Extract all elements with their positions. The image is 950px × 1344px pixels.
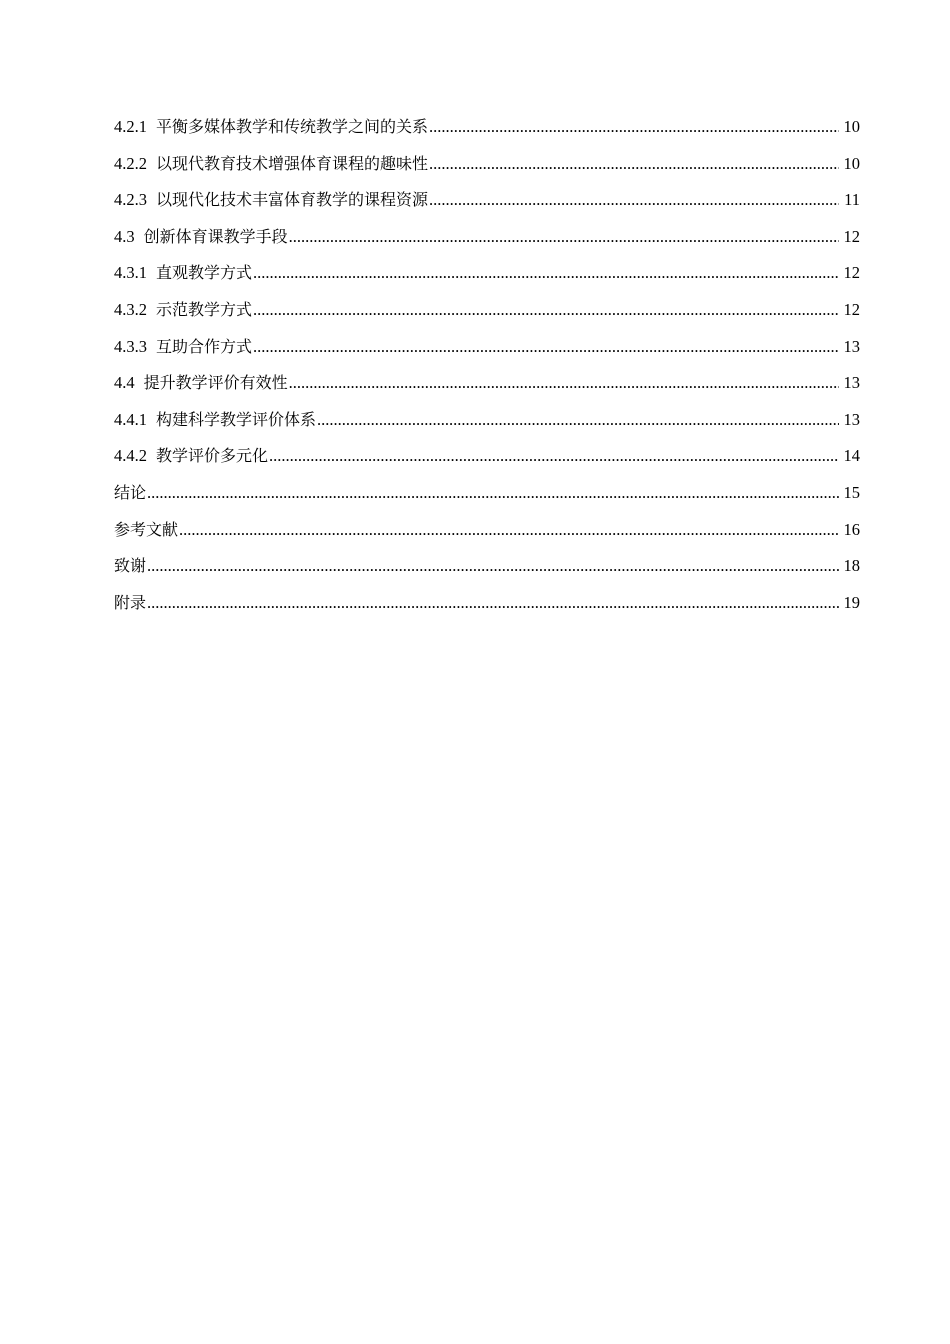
toc-entry-title: 附录 [114,592,147,612]
toc-entry-4-3-2[interactable] [114,292,860,329]
toc-entry-number: 4.3.3 [114,336,147,356]
toc-entry-references[interactable] [114,512,860,549]
toc-entry-acknowledgements[interactable] [114,548,860,585]
toc-entry-4-4-2[interactable] [114,438,860,475]
toc-entry-number: 4.4 [114,373,135,393]
toc-dot-leader [253,292,839,329]
toc-entry-page: 10 [843,153,860,173]
toc-entry-number: 4.3 [114,226,135,246]
toc-entry-title: 结论 [114,482,147,502]
toc-entry-page: 11 [844,190,860,210]
toc-dot-leader [317,402,839,439]
toc-dot-leader [147,475,839,512]
toc-entry-title: 致谢 [114,556,147,576]
toc-entry-page: 10 [843,117,860,136]
toc-entry-title: 直观教学方式 [156,263,253,283]
toc-entry-title: 互助合作方式 [156,336,253,356]
toc-entry-4-3-1[interactable] [114,255,860,292]
table-of-contents [114,109,860,621]
toc-entry-page: 13 [843,409,860,429]
toc-dot-leader [179,512,839,549]
toc-entry-number: 4.2.2 [114,153,147,173]
toc-entry-number: 4.4.2 [114,446,147,466]
toc-dot-leader [147,585,839,622]
toc-dot-leader [147,548,839,585]
toc-dot-leader [429,146,839,183]
toc-dot-leader [253,255,839,292]
toc-entry-4-3-3[interactable] [114,329,860,366]
toc-dot-leader [429,182,839,219]
toc-entry-4-2-1[interactable] [114,109,860,146]
toc-dot-leader [289,365,839,402]
toc-entry-4-2-3[interactable] [114,182,860,219]
toc-entry-page: 13 [843,336,860,356]
toc-entry-number: 4.3.1 [114,263,147,283]
toc-entry-title: 提升教学评价有效性 [143,373,288,393]
toc-entry-page: 19 [843,592,860,612]
toc-entry-title: 示范教学方式 [156,299,253,319]
toc-entry-title: 以现代化技术丰富体育教学的课程资源 [156,190,429,210]
toc-entry-4-2-2[interactable] [114,146,860,183]
toc-entry-title: 创新体育课教学手段 [143,226,288,246]
toc-entry-title: 平衡多媒体教学和传统教学之间的关系 [156,117,429,136]
toc-entry-page: 14 [843,446,860,466]
toc-entry-page: 12 [843,299,860,319]
toc-dot-leader [289,219,839,256]
toc-entry-number: 4.4.1 [114,409,147,429]
toc-entry-number: 4.2.1 [114,117,147,136]
toc-entry-title: 以现代教育技术增强体育课程的趣味性 [156,153,429,173]
toc-entry-page: 16 [843,519,860,539]
toc-dot-leader [429,109,839,146]
toc-entry-title: 参考文献 [114,519,179,539]
toc-entry-title: 构建科学教学评价体系 [156,409,317,429]
toc-entry-appendix[interactable] [114,585,860,622]
toc-entry-page: 12 [843,226,860,246]
toc-dot-leader [269,438,839,475]
toc-entry-4-4-1[interactable] [114,402,860,439]
toc-entry-page: 15 [843,482,860,502]
toc-entry-4-3[interactable] [114,219,860,256]
toc-entry-page: 13 [843,373,860,393]
toc-entry-page: 18 [843,556,860,576]
toc-dot-leader [253,329,839,366]
toc-entry-number: 4.2.3 [114,190,147,210]
toc-entry-title: 教学评价多元化 [156,446,269,466]
toc-entry-4-4[interactable] [114,365,860,402]
toc-entry-conclusion[interactable] [114,475,860,512]
toc-entry-number: 4.3.2 [114,299,147,319]
toc-entry-page: 12 [843,263,860,283]
